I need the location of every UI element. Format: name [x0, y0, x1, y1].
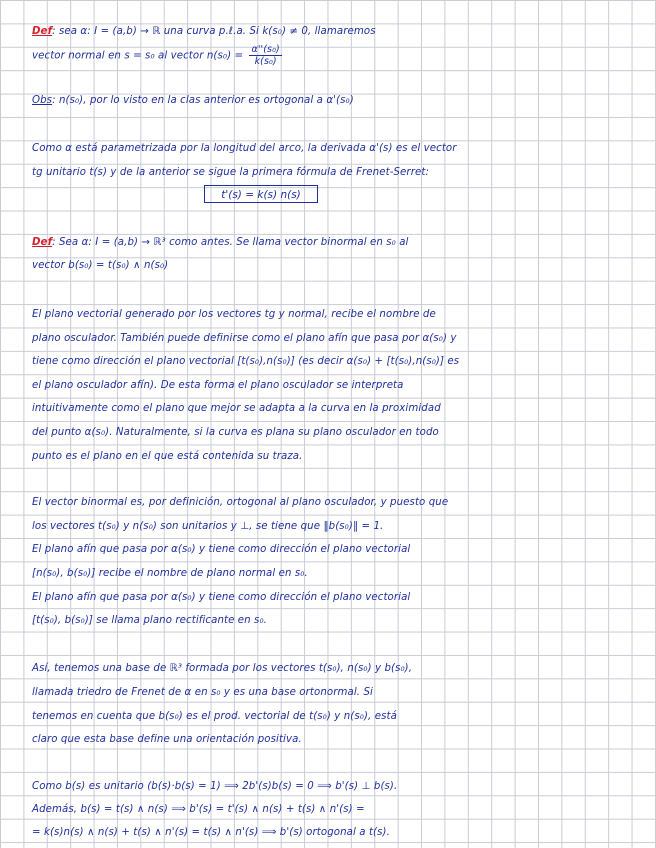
fraction-numerator: α''(s₀) — [251, 44, 280, 55]
def1-normal-text: vector normal en s = s₀ al vector n(s₀) = — [32, 50, 244, 62]
osculador-line: El plano vectorial generado por los vectores tg y normal, recibe el nombre de — [32, 309, 436, 320]
frenet-formula-box: t'(s) = k(s) n(s) — [204, 185, 318, 203]
obs-label: Obs — [32, 95, 53, 106]
def2-line2: vector b(s₀) = t(s₀) ∧ n(s₀) — [32, 260, 169, 271]
final-line: Además, b(s) = t(s) ∧ n(s) ⟹ b'(s) = t'(s) ∧ n(s) + t(s) ∧ n'(s) = — [32, 804, 365, 815]
osculador-line: punto es el plano en el que está contenida su traza. — [32, 451, 303, 462]
binormal-line: El plano afín que pasa por α(s₀) y tiene como dirección el plano vectorial — [32, 544, 411, 555]
binormal-line: [t(s₀), b(s₀)] se llama plano rectificante en s₀. — [32, 615, 267, 626]
binormal-line: El vector binormal es, por definición, ortogonal al plano osculador, y puesto que — [32, 497, 449, 508]
final-line: Como b(s) es unitario (b(s)·b(s) = 1) ⟹ 2b'(s)b(s) = 0 ⟹ b'(s) ⊥ b(s). — [32, 781, 398, 792]
def2-text: : Sea α: I = (a,b) → ℝ³ como antes. Se llama vector binormal en s₀ al — [52, 237, 409, 248]
osculador-line: intuitivamente como el plano que mejor se adapta a la curva en la proximidad — [32, 403, 441, 414]
obs-line — [32, 94, 632, 108]
binormal-line: El plano afín que pasa por α(s₀) y tiene como dirección el plano vectorial — [32, 592, 411, 603]
normal-vector-fraction — [249, 44, 281, 67]
def2-line1 — [32, 236, 632, 250]
def1-line1 — [32, 25, 632, 39]
binormal-line: los vectores t(s₀) y n(s₀) son unitarios y ⊥, se tiene que ‖b(s₀)‖ = 1. — [32, 521, 384, 532]
fraction-denominator: k(s₀) — [254, 56, 277, 67]
triedro-line: claro que esta base define una orientación positiva. — [32, 734, 302, 745]
frenet-line2: tg unitario t(s) y de la anterior se sigue la primera fórmula de Frenet-Serret: — [32, 167, 429, 178]
triedro-line: tenemos en cuenta que b(s₀) es el prod. vectorial de t(s₀) y n(s₀), está — [32, 711, 397, 722]
triedro-line: Así, tenemos una base de ℝ³ formada por los vectores t(s₀), n(s₀) y b(s₀), — [32, 663, 413, 674]
frenet-line1: Como α está parametrizada por la longitud del arco, la derivada α'(s) es el vector — [32, 143, 457, 154]
osculador-line: tiene como dirección el plano vectorial [t(s₀),n(s₀)] (es decir α(s₀) + [t(s₀),n(s₀)] es — [32, 356, 460, 367]
obs-text: : n(s₀), por lo visto en la clas anterior es ortogonal a α'(s₀) — [52, 95, 354, 106]
def2-label: Def — [32, 237, 53, 248]
binormal-line: [n(s₀), b(s₀)] recibe el nombre de plano normal en s₀. — [32, 568, 308, 579]
def1-text: : sea α: I = (a,b) → ℝ una curva p.ℓ.a. Si k(s₀) ≠ 0, llamaremos — [52, 26, 376, 37]
osculador-line: el plano osculador afín). De esta forma el plano osculador se interpreta — [32, 380, 404, 391]
triedro-line: llamada triedro de Frenet de α en s₀ y es una base ortonormal. Si — [32, 687, 373, 698]
osculador-line: del punto α(s₀). Naturalmente, si la curva es plana su plano osculador en todo — [32, 427, 439, 438]
final-line: = k(s)n(s) ∧ n(s) + t(s) ∧ n'(s) = t(s) ∧ n'(s) ⟹ b'(s) ortogonal a t(s). — [32, 827, 390, 838]
osculador-line: plano osculador. También puede definirse como el plano afín que pasa por α(s₀) y — [32, 333, 457, 344]
def-label: Def — [32, 26, 53, 37]
def1-line2 — [32, 44, 632, 67]
